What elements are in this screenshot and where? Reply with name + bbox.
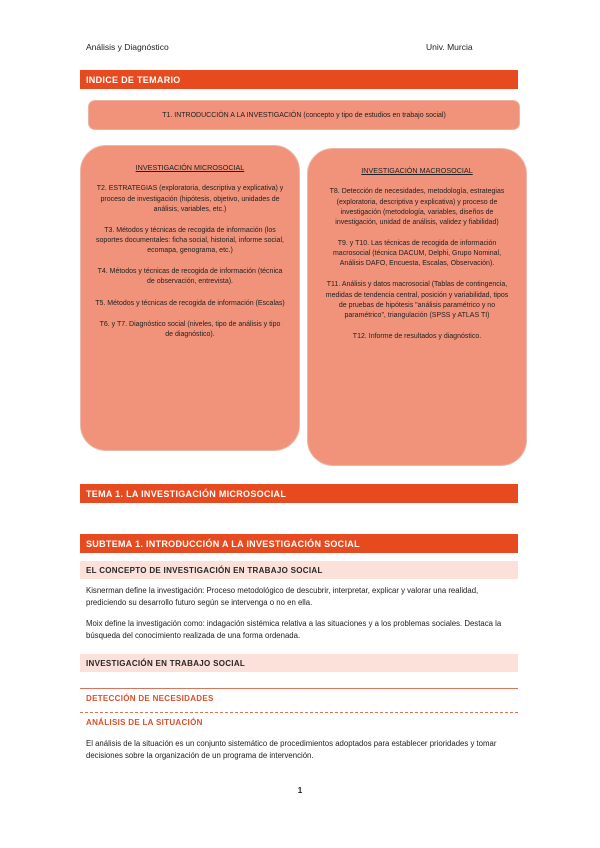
index-bar: INDICE DE TEMARIO (80, 70, 518, 89)
micro-item: T5. Métodos y técnicas de recogida de información (Escalas) (95, 299, 285, 307)
micro-item: T6. y T7. Diagnóstico social (niveles, tipo de análisis y tipo de diagnóstico). (99, 320, 281, 338)
deteccion-heading: DETECCIÓN DE NECESIDADES (86, 694, 214, 703)
kisnerman-paragraph: Kisnerman define la investigación: Proceso metodológico de descubrir, interpretar, explicar y valorar una realidad, prediciendo su desarrollo futuro según se intervenga o no en ella. (86, 586, 479, 607)
divider (80, 688, 518, 689)
inv-ts-heading: INVESTIGACIÓN EN TRABAJO SOCIAL (80, 654, 518, 672)
tema1-bar: TEMA 1. LA INVESTIGACIÓN MICROSOCIAL (80, 484, 518, 503)
moix-paragraph: Moix define la investigación como: indagación sistémica relativa a las situaciones y a los problemas sociales. Destaca la búsqueda del conocimiento realizada de una forma ordenada. (86, 619, 502, 640)
micro-title: INVESTIGACIÓN MICROSOCIAL (135, 163, 245, 172)
dashed-divider (80, 712, 518, 713)
subtema1-bar: SUBTEMA 1. INTRODUCCIÓN A LA INVESTIGACIÓN SOCIAL (80, 534, 518, 553)
micro-box (80, 145, 300, 451)
macro-box (307, 148, 527, 466)
t1-box (88, 100, 520, 130)
macro-item: T8. Detección de necesidades, metodología, estrategias (exploratoria, descriptiva y explicativa) y proceso de investigación (metodología, variables, diseños de investigación, unidad de análisis, validez y fiabilidad) (329, 188, 505, 226)
macro-title: INVESTIGACIÓN MACROSOCIAL (361, 166, 473, 175)
macro-item: T12. Informe de resultados y diagnóstico. (352, 332, 482, 340)
concepto-heading: EL CONCEPTO DE INVESTIGACIÓN EN TRABAJO SOCIAL (80, 561, 518, 579)
header-left: Análisis y Diagnóstico (86, 42, 169, 52)
analisis-heading: ANÁLISIS DE LA SITUACIÓN (86, 718, 203, 727)
analisis-paragraph: El análisis de la situación es un conjunto sistemático de procedimientos adoptados para establecer prioridades y tomar decisiones sobre la organización de un programa de intervención. (86, 739, 497, 760)
micro-item: T3. Métodos y técnicas de recogida de información (los soportes documentales: ficha social, historial, informe social, ecomapa, genograma, etc.) (96, 226, 284, 255)
macro-item: T9. y T10. Las técnicas de recogida de información macrosocial (técnica DACUM, Delphi, Grupo Nominal, Análisis DAFO, Encuesta, Escalas, Observación). (332, 240, 502, 268)
t1-text: T1. INTRODUCCIÓN A LA INVESTIGACIÓN (concepto y tipo de estudios en trabajo social) (162, 111, 446, 119)
macro-item: T11. Análisis y datos macrosocial (Tablas de contingencia, medidas de tendencia central, posición y variabilidad, tipos de pruebas de hipótesis "análisis paramétrico y no paramétrico", triangulación (SPSS y ATLAS TI) (325, 281, 509, 319)
header-right: Univ. Murcia (426, 42, 473, 52)
micro-item: T2. ESTRATEGIAS (exploratoria, descriptiva y explicativa) y proceso de investigación (hipótesis, objetivo, unidades de análisis, variables, etc.) (96, 185, 284, 213)
page-number: 1 (297, 786, 303, 795)
micro-item: T4. Métodos y técnicas de recogida de información (técnica de observación, entrevista). (97, 268, 283, 286)
